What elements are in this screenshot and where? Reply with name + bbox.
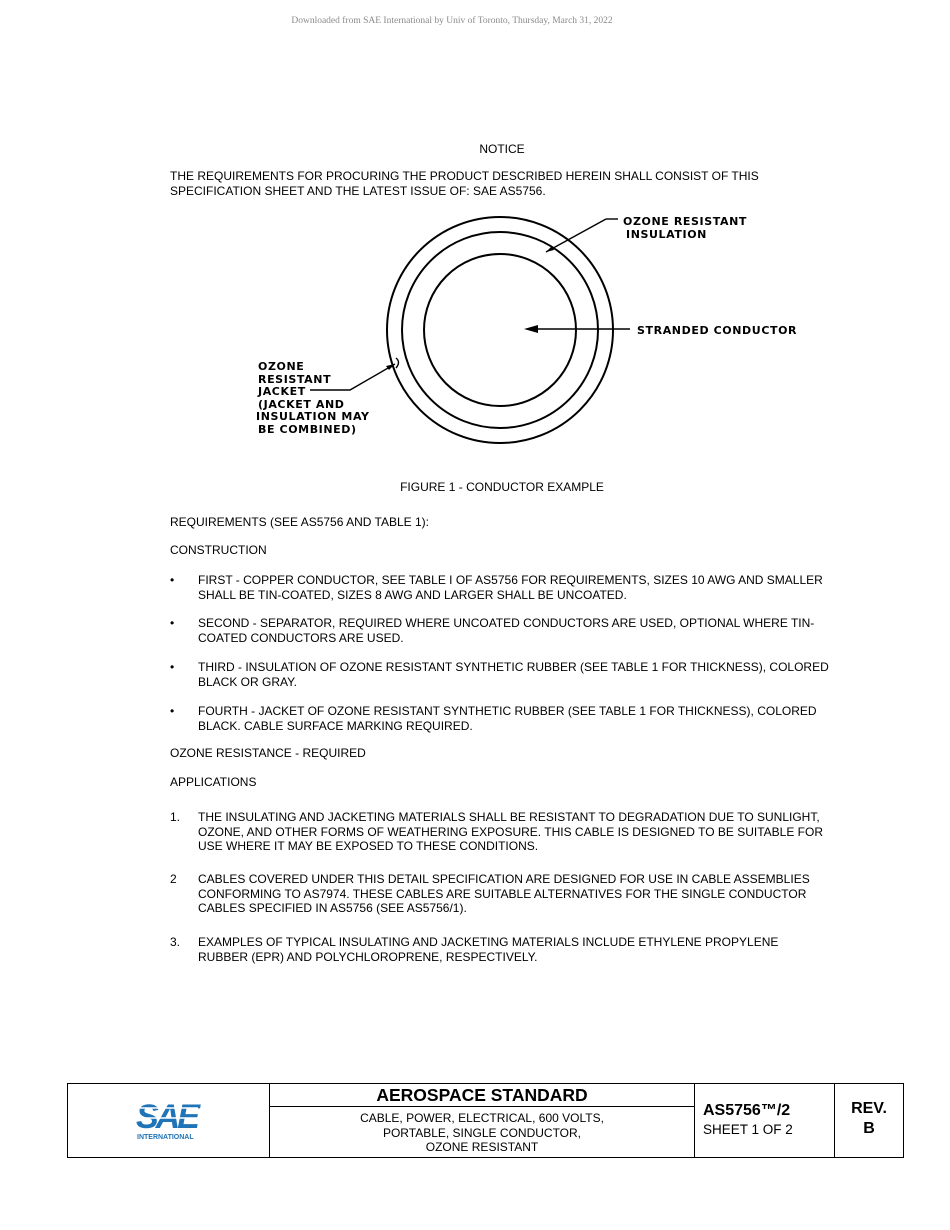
application-line: THE INSULATING AND JACKETING MATERIALS SHALL BE RESISTANT TO DEGRADATION DUE TO SUNLIGHT, <box>198 810 820 824</box>
notice-text <box>170 169 790 198</box>
cable-description-line: CABLE, POWER, ELECTRICAL, 600 VOLTS, <box>360 1111 604 1125</box>
notice-line-1: THE REQUIREMENTS FOR PROCURING THE PRODUCT DESCRIBED HEREIN SHALL CONSIST OF THIS <box>170 169 759 183</box>
logo-cell <box>68 1084 270 1157</box>
application-number: 3. <box>170 935 181 949</box>
construction-item-line: FOURTH - JACKET OF OZONE RESISTANT SYNTHETIC RUBBER (SEE TABLE 1 FOR THICKNESS), COLORED <box>198 704 817 718</box>
cable-description <box>270 1107 694 1155</box>
sae-logo-text: SAE <box>136 1098 197 1136</box>
conductor-arrowhead <box>524 325 538 333</box>
requirements-heading: REQUIREMENTS (SEE AS5756 AND TABLE 1): <box>170 515 429 529</box>
label-jacket-6: BE COMBINED) <box>258 423 357 436</box>
insulation-circle <box>424 254 576 406</box>
label-jacket-2: RESISTANT <box>258 373 332 386</box>
sheet-number: SHEET 1 OF 2 <box>703 1122 793 1137</box>
application-line: OZONE, AND OTHER FORMS OF WEATHERING EXPOSURE. THIS CABLE IS DESIGNED TO BE SUITABLE FOR <box>198 824 823 839</box>
construction-heading: CONSTRUCTION <box>170 543 267 557</box>
notice-title: NOTICE <box>479 142 525 156</box>
conductor-figure <box>240 206 800 456</box>
label-insulation-2: INSULATION <box>626 228 707 241</box>
application-line: CONFORMING TO AS7974. THESE CABLES ARE SUITABLE ALTERNATIVES FOR THE SINGLE CONDUCTOR <box>198 886 807 901</box>
construction-item-line: SHALL BE TIN-COATED, SIZES 8 AWG AND LARGER SHALL BE UNCOATED. <box>198 587 627 602</box>
jacket-outer-circle <box>387 217 613 443</box>
applications-heading: APPLICATIONS <box>170 775 257 789</box>
application-line: EXAMPLES OF TYPICAL INSULATING AND JACKETING MATERIALS INCLUDE ETHYLENE PROPYLENE <box>198 935 779 949</box>
revision-cell <box>835 1084 903 1157</box>
application-line: CABLES COVERED UNDER THIS DETAIL SPECIFICATION ARE DESIGNED FOR USE IN CABLE ASSEMBLIES <box>198 872 810 886</box>
bullet-icon: • <box>170 660 175 674</box>
figure-caption: FIGURE 1 - CONDUCTOR EXAMPLE <box>400 480 604 494</box>
sae-logo-icon <box>136 1098 206 1142</box>
jacket-inner-circle <box>402 232 598 428</box>
label-jacket-4: (JACKET AND <box>258 398 345 411</box>
application-line: USE WHERE IT MAY BE EXPOSED TO THESE CONDITIONS. <box>198 839 539 854</box>
document-number-cell <box>695 1084 835 1157</box>
label-jacket-5: INSULATION MAY <box>256 410 370 423</box>
notice-line-2: SPECIFICATION SHEET AND THE LATEST ISSUE OF: SAE AS5756. <box>170 183 546 198</box>
sae-logo-subtext: INTERNATIONAL <box>137 1134 194 1141</box>
construction-item-line: BLACK. CABLE SURFACE MARKING REQUIRED. <box>198 718 473 733</box>
construction-item-line: BLACK OR GRAY. <box>198 674 297 689</box>
label-insulation-1: OZONE RESISTANT <box>623 215 748 228</box>
construction-item-line: SECOND - SEPARATOR, REQUIRED WHERE UNCOATED CONDUCTORS ARE USED, OPTIONAL WHERE TIN- <box>198 616 815 630</box>
application-number: 2 <box>170 872 177 886</box>
revision-label: REV. <box>851 1100 887 1117</box>
label-conductor: STRANDED CONDUCTOR <box>637 324 798 337</box>
document-number: AS5756™/2 <box>703 1102 791 1119</box>
standard-title-cell <box>270 1084 695 1157</box>
application-number: 1. <box>170 810 181 824</box>
construction-item-line: COATED CONDUCTORS ARE USED. <box>198 630 404 645</box>
cable-description-line: PORTABLE, SINGLE CONDUCTOR, <box>382 1125 582 1140</box>
bullet-icon: • <box>170 616 175 630</box>
title-block <box>67 1083 904 1158</box>
revision-value: B <box>863 1120 875 1137</box>
label-jacket-3: JACKET <box>258 385 306 398</box>
bullet-icon: • <box>170 704 175 718</box>
ozone-resistance: OZONE RESISTANCE - REQUIRED <box>170 746 366 760</box>
download-watermark: Downloaded from SAE International by Univ of Toronto, Thursday, March 31, 2022 <box>291 16 613 26</box>
application-line: RUBBER (EPR) AND POLYCHLOROPRENE, RESPECTIVELY. <box>198 949 538 964</box>
aerospace-standard-title: AEROSPACE STANDARD <box>270 1084 694 1107</box>
bullet-icon: • <box>170 573 175 587</box>
construction-item-line: FIRST - COPPER CONDUCTOR, SEE TABLE I OF AS5756 FOR REQUIREMENTS, SIZES 10 AWG AND SMALLER <box>198 573 823 587</box>
application-line: CABLES SPECIFIED IN AS5756 (SEE AS5756/1). <box>198 901 467 916</box>
cable-description-line: OZONE RESISTANT <box>425 1140 539 1154</box>
label-jacket-1: OZONE <box>258 360 305 373</box>
sae-logo <box>136 1098 206 1142</box>
construction-item-line: THIRD - INSULATION OF OZONE RESISTANT SYNTHETIC RUBBER (SEE TABLE 1 FOR THICKNESS), COLORED <box>198 660 829 674</box>
